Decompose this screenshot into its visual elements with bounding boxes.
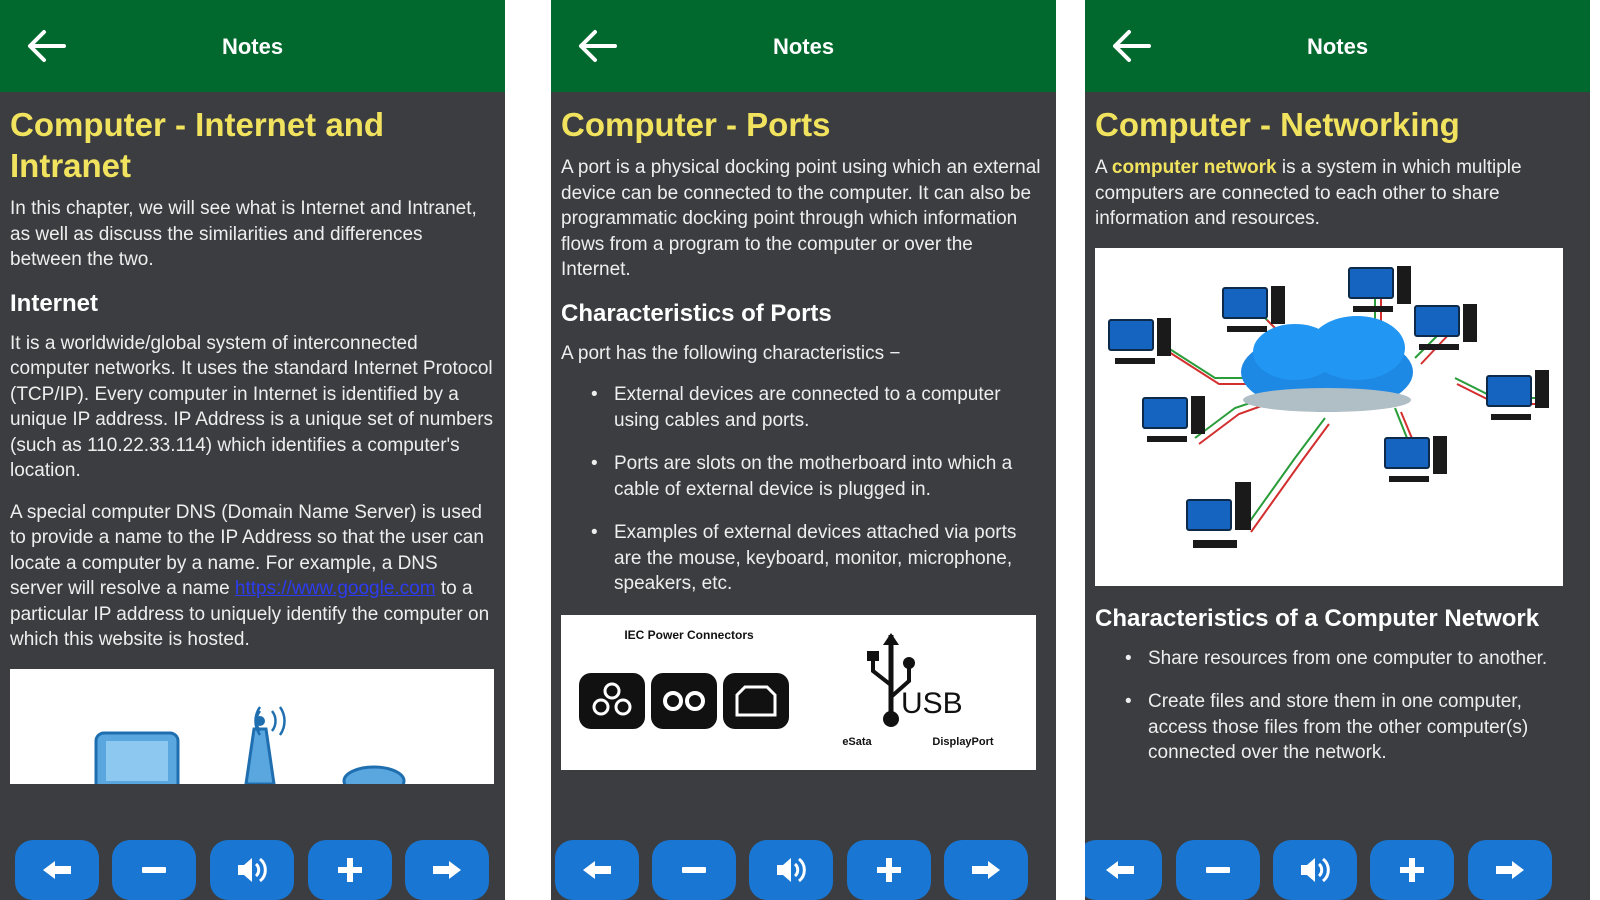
network-illustration xyxy=(1095,248,1563,586)
speaker-icon xyxy=(232,850,272,890)
note-content xyxy=(551,92,1056,824)
list-item: • External devices are connected to a computer using cables and ports. xyxy=(591,382,1046,433)
usb-label: USB xyxy=(901,686,963,720)
next-button[interactable] xyxy=(1468,840,1552,900)
dns-text: A special computer DNS (Domain Name Server) is used to provide a name to the IP Address so that the user can locate a computer by a name. For example, a DNS server will resolve a name xyxy=(10,501,484,599)
next-arrow-icon xyxy=(1490,850,1530,890)
previous-arrow-icon xyxy=(37,850,77,890)
bottom-toolbar xyxy=(551,824,1056,900)
minus-icon xyxy=(134,850,174,890)
dns-paragraph xyxy=(10,500,495,653)
page-title: Computer - Ports xyxy=(561,106,831,143)
intro-paragraph xyxy=(1095,155,1580,232)
increase-font-button[interactable] xyxy=(847,840,931,900)
app-title: Notes xyxy=(772,34,835,59)
note-content xyxy=(1085,92,1590,824)
highlighted-term: computer network xyxy=(1111,157,1277,178)
decrease-font-button[interactable] xyxy=(652,840,736,900)
page-title: Computer - Networking xyxy=(1095,106,1460,143)
list-item: • Share resources from one computer to another. xyxy=(1125,646,1580,672)
intro-paragraph: A port is a physical docking point using which an external device can be connected to the computer. It can also be programmatic docking point through which information flows from a program to the computer or over the Internet. xyxy=(561,157,1041,280)
phone-screen-networking xyxy=(1085,0,1590,900)
section-heading: Characteristics of a Computer Network xyxy=(1095,604,1540,632)
next-arrow-icon xyxy=(966,850,1006,890)
next-button[interactable] xyxy=(405,840,489,900)
figure-caption: IEC Power Connectors xyxy=(624,627,754,642)
previous-button[interactable] xyxy=(15,840,99,900)
plus-icon xyxy=(1392,850,1432,890)
intro-lead: A xyxy=(1095,157,1112,178)
characteristics-list xyxy=(561,382,1046,597)
displayport-label: DisplayPort xyxy=(932,735,994,748)
speak-button[interactable] xyxy=(1273,840,1357,900)
note-content xyxy=(0,92,505,824)
intro-paragraph: In this chapter, we will see what is Internet and Intranet, as well as discuss the similarities and differences between the two. xyxy=(10,198,477,270)
app-title: Notes xyxy=(221,34,284,59)
speaker-icon xyxy=(771,850,811,890)
section-heading: Internet xyxy=(10,289,99,317)
minus-icon xyxy=(674,850,714,890)
internet-illustration xyxy=(10,669,494,784)
page-title xyxy=(10,104,495,186)
app-title: Notes xyxy=(1306,34,1369,59)
plus-icon xyxy=(330,850,370,890)
phone-screen-internet xyxy=(0,0,505,900)
plus-icon xyxy=(869,850,909,890)
devices-illustration-graphic xyxy=(10,669,494,784)
list-item: • Create files and store them in one computer, access those files from the other computer(s) connected over the network. xyxy=(1125,689,1580,766)
ports-illustration xyxy=(561,615,1036,770)
app-bar xyxy=(0,0,505,92)
bottom-toolbar xyxy=(1085,824,1590,900)
page-title-line2: Intranet xyxy=(10,147,132,184)
next-button[interactable] xyxy=(944,840,1028,900)
speak-button[interactable] xyxy=(749,840,833,900)
previous-button[interactable] xyxy=(555,840,639,900)
previous-arrow-icon xyxy=(577,850,617,890)
ports-graphic xyxy=(561,615,1036,770)
intro-rest: is a system in which multiple computers are connected to each other to share information and resources. xyxy=(1095,157,1522,229)
phone-screen-ports xyxy=(551,0,1056,900)
increase-font-button[interactable] xyxy=(308,840,392,900)
previous-arrow-icon xyxy=(1100,850,1140,890)
page-title-line1: Computer - Internet and xyxy=(10,106,385,143)
characteristics-list xyxy=(1095,646,1580,766)
google-link[interactable]: https://www.google.com xyxy=(234,578,436,599)
esata-label: eSata xyxy=(842,735,872,748)
minus-icon xyxy=(1198,850,1238,890)
dns-text-end: to a particular IP address to uniquely identify the computer on which this website is hosted. xyxy=(10,578,490,650)
previous-button[interactable] xyxy=(1085,840,1162,900)
speak-button[interactable] xyxy=(210,840,294,900)
app-bar xyxy=(1085,0,1590,92)
section-heading: Characteristics of Ports xyxy=(561,299,832,327)
app-bar xyxy=(551,0,1056,92)
network-diagram-graphic xyxy=(1095,248,1563,586)
speaker-icon xyxy=(1295,850,1335,890)
decrease-font-button[interactable] xyxy=(112,840,196,900)
bottom-toolbar xyxy=(0,824,505,900)
lead-paragraph: A port has the following characteristics − xyxy=(561,342,901,364)
list-item: • Examples of external devices attached via ports are the mouse, keyboard, monitor, microphone, speakers, etc. xyxy=(591,520,1046,597)
internet-paragraph: It is a worldwide/global system of interconnected computer networks. It uses the standard Internet Protocol (TCP/IP). Every computer in Internet is identified by a unique IP address. IP Address is a unique set of numbers (such as 110.22.33.114) which identifies a computer's location. xyxy=(10,332,494,481)
next-arrow-icon xyxy=(427,850,467,890)
increase-font-button[interactable] xyxy=(1370,840,1454,900)
decrease-font-button[interactable] xyxy=(1176,840,1260,900)
list-item: • Ports are slots on the motherboard into which a cable of external device is plugged in. xyxy=(591,451,1046,502)
